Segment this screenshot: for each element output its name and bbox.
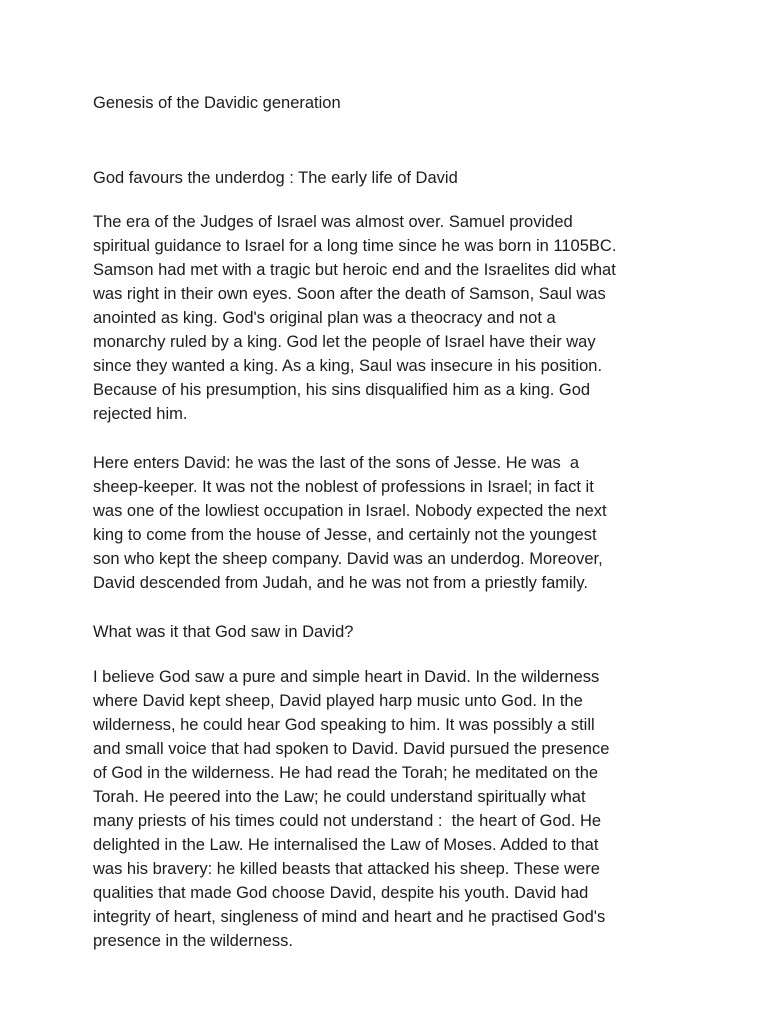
- text-line: spiritual guidance to Israel for a long time since he was born in 1105BC.: [93, 237, 617, 255]
- text-line: The era of the Judges of Israel was almost over. Samuel provided: [93, 213, 573, 231]
- text-line: many priests of his times could not understand : the heart of God. He: [93, 812, 602, 830]
- text-line: I believe God saw a pure and simple heart in David. In the wilderness: [93, 668, 600, 686]
- text-line: monarchy ruled by a king. God let the people of Israel have their way: [93, 333, 596, 351]
- text-line: Here enters David: he was the last of the sons of Jesse. He was a: [93, 454, 580, 472]
- text-line: and small voice that had spoken to David. David pursued the presence: [93, 740, 610, 758]
- text-line: integrity of heart, singleness of mind and heart and he practised God's: [93, 908, 606, 926]
- text-line: Because of his presumption, his sins disqualified him as a king. God: [93, 381, 591, 399]
- paragraph-judges-era: [93, 210, 713, 426]
- text-line: rejected him.: [93, 405, 188, 423]
- text-line: sheep-keeper. It was not the noblest of professions in Israel; in fact it: [93, 478, 594, 496]
- text-line: Samson had met with a tragic but heroic end and the Israelites did what: [93, 261, 616, 279]
- text-line: presence in the wilderness.: [93, 932, 293, 950]
- question-line: What was it that God saw in David?: [93, 623, 354, 641]
- text-line: where David kept sheep, David played harp music unto God. In the: [93, 692, 583, 710]
- text-line: king to come from the house of Jesse, and certainly not the youngest: [93, 526, 597, 544]
- section-heading: God favours the underdog : The early life of David: [93, 169, 458, 187]
- text-line: son who kept the sheep company. David was an underdog. Moreover,: [93, 550, 603, 568]
- text-line: qualities that made God choose David, despite his youth. David had: [93, 884, 589, 902]
- text-line: delighted in the Law. He internalised the Law of Moses. Added to that: [93, 836, 599, 854]
- text-line: was one of the lowliest occupation in Israel. Nobody expected the next: [93, 502, 607, 520]
- text-line: David descended from Judah, and he was not from a priestly family.: [93, 574, 588, 592]
- text-line: wilderness, he could hear God speaking to him. It was possibly a still: [93, 716, 595, 734]
- text-line: since they wanted a king. As a king, Saul was insecure in his position.: [93, 357, 603, 375]
- paragraph-pure-heart: [93, 665, 713, 953]
- text-line: of God in the wilderness. He had read the Torah; he meditated on the: [93, 764, 599, 782]
- paragraph-david-enters: [93, 451, 713, 595]
- text-line: was right in their own eyes. Soon after the death of Samson, Saul was: [93, 285, 606, 303]
- text-line: anointed as king. God's original plan was a theocracy and not a: [93, 309, 556, 327]
- text-line: was his bravery: he killed beasts that attacked his sheep. These were: [93, 860, 600, 878]
- text-line: Torah. He peered into the Law; he could understand spiritually what: [93, 788, 586, 806]
- document-title: Genesis of the Davidic generation: [93, 94, 341, 112]
